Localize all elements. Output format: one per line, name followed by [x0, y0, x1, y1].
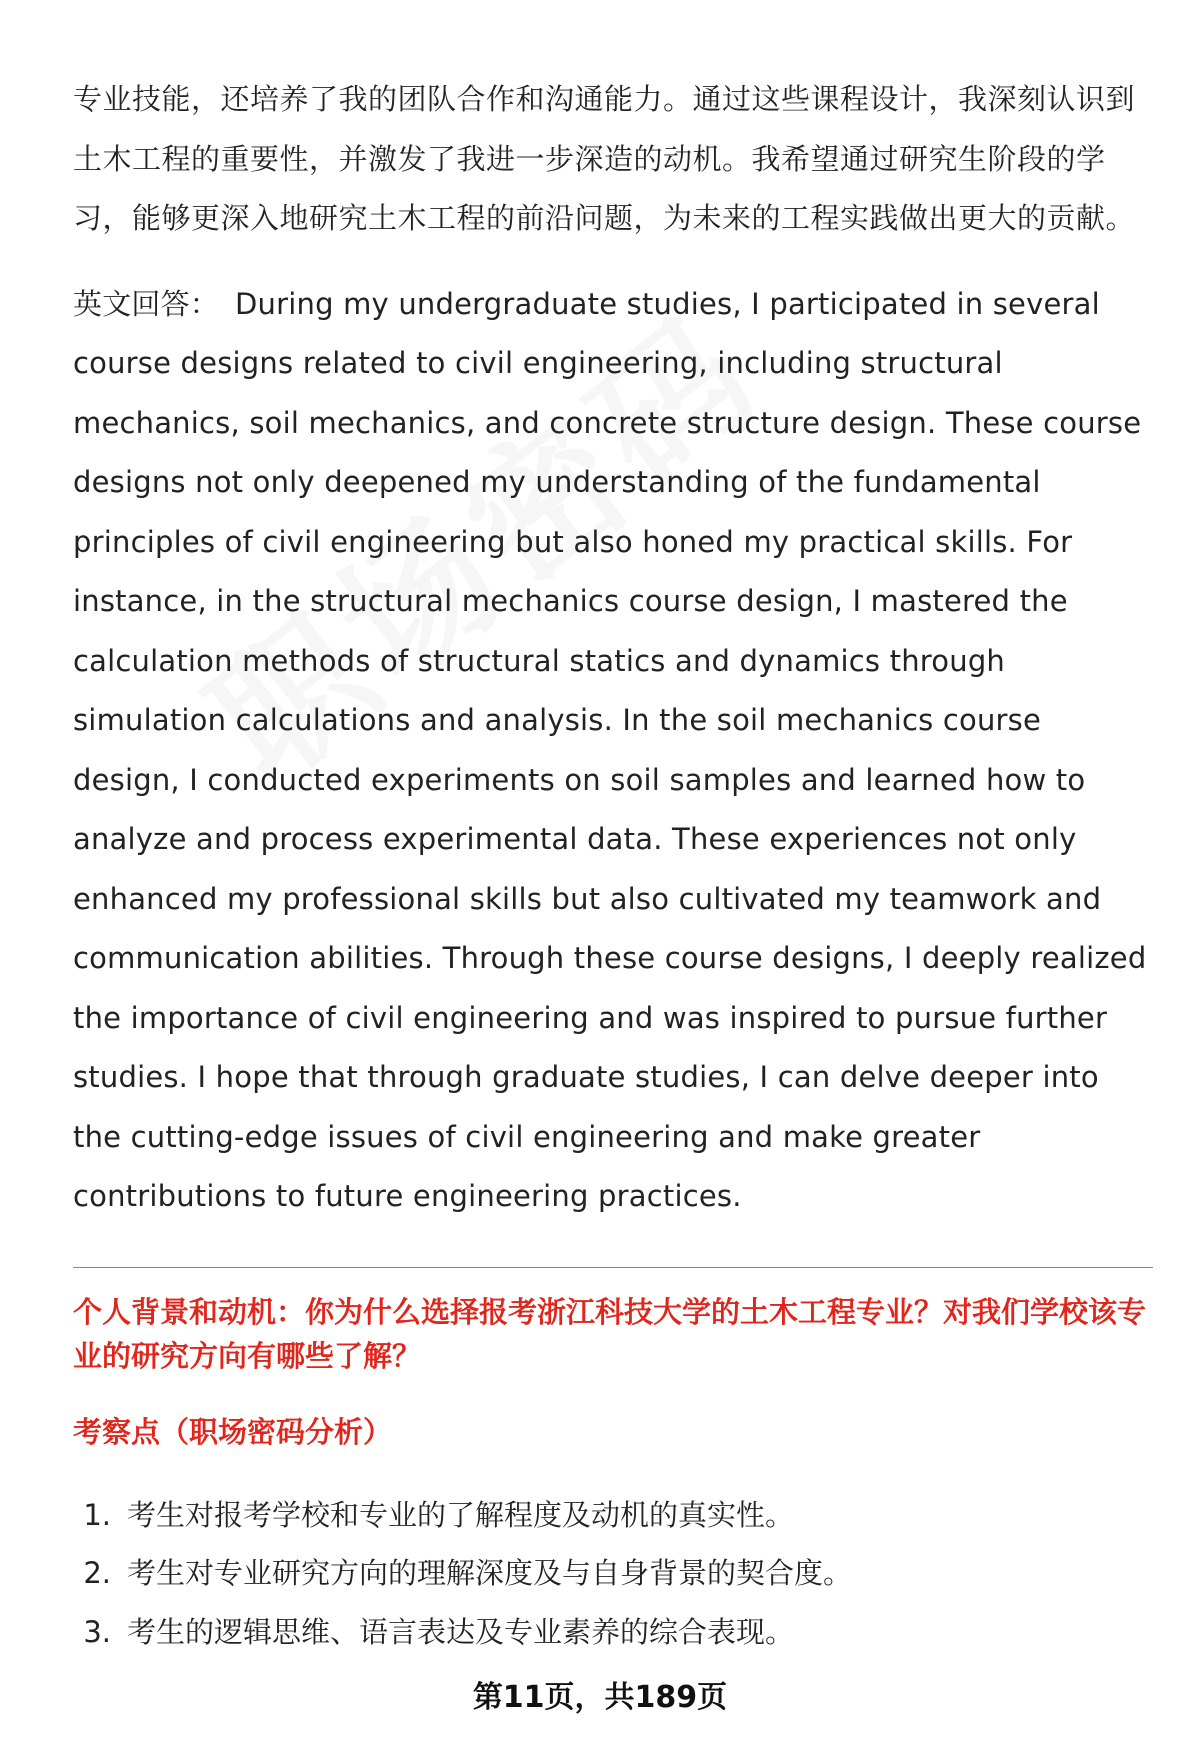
- english-answer-label: 英文回答：: [73, 286, 220, 321]
- english-answer: [73, 275, 1153, 1227]
- list-item: [73, 1603, 1153, 1662]
- list-item-text: 考生的逻辑思维、语言表达及专业素养的综合表现。: [127, 1614, 795, 1649]
- list-item-number: 1.: [83, 1497, 111, 1532]
- page-number-footer: 第11页，共189页: [472, 1680, 728, 1715]
- assessment-points-list: [73, 1486, 1153, 1662]
- section-divider: [73, 1267, 1153, 1268]
- list-item-text: 考生对报考学校和专业的了解程度及动机的真实性。: [127, 1497, 795, 1532]
- list-item-number: 3.: [83, 1614, 111, 1649]
- document-body: [73, 70, 1153, 1661]
- list-item: [73, 1544, 1153, 1603]
- list-item-number: 2.: [83, 1556, 111, 1590]
- continued-paragraph: 专业技能，还培养了我的团队合作和沟通能力。通过这些课程设计，我深刻认识到土木工程的重要性，并激发了我进一步深造的动机。我希望通过研究生阶段的学习，能够更深入地研究土木工程的前沿问题，为未来的工程实践做出更大的贡献。: [73, 82, 1136, 235]
- list-item: [73, 1486, 1153, 1545]
- question-heading: 个人背景和动机：你为什么选择报考浙江科技大学的土木工程专业？对我们学校该专业的研究方向有哪些了解？: [73, 1294, 1147, 1373]
- list-item-text: 考生对专业研究方向的理解深度及与自身背景的契合度。: [127, 1556, 853, 1590]
- english-answer-text: During my undergraduate studies, I participated in several course designs related to civil engineering, including structural mechanics, soil mechanics, and concrete structure design. These course designs not only deepened my understanding of the fundamental principles of civil engineering but also honed my practical skills. For instance, in the structural mechanics course design, I mastered the calculation methods of structural statics and dynamics through simulation calculations and analysis. In the soil mechanics course design, I conducted experiments on soil samples and learned how to analyze and process experimental data. These experiences not only enhanced my professional skills but also cultivated my teamwork and communication abilities. Through these course designs, I deeply realized the importance of civil engineering and was inspired to pursue further studies. I hope that through graduate studies, I can delve deeper into the cutting-edge issues of civil engineering and make greater contributions to future engineering practices.: [73, 286, 1147, 1213]
- assessment-points-heading: 考察点（职场密码分析）: [73, 1414, 393, 1449]
